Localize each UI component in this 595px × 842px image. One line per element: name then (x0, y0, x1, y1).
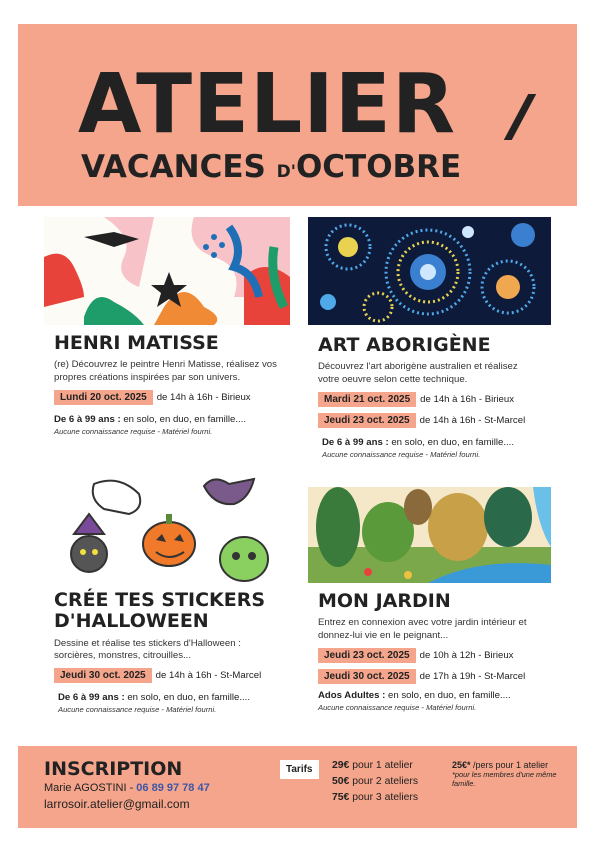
date-details: de 14h à 16h - St-Marcel (419, 415, 526, 427)
date-details: de 17h à 19h - St-Marcel (419, 671, 526, 683)
main-title: ATELIER (78, 57, 456, 152)
date-details: de 14h à 16h - Birieux (420, 394, 515, 406)
brush-stroke-icon (504, 94, 536, 140)
garden-illustration (308, 487, 551, 583)
workshop-note: Aucune connaissance requise - Matériel fourni. (54, 427, 213, 437)
price-item: 50€ pour 2 ateliers (332, 775, 419, 787)
price-item: 75€ pour 3 ateliers (332, 791, 419, 803)
inscription-footer (18, 746, 577, 828)
header-banner (18, 24, 577, 206)
date-row (318, 648, 541, 663)
date-badge: Lundi 20 oct. 2025 (54, 390, 153, 405)
family-price: 25€* /pers pour 1 atelier *pour les membres d'une même famille. (452, 760, 562, 789)
halloween-stickers-illustration (44, 474, 290, 584)
date-badge: Mardi 21 oct. 2025 (318, 392, 416, 407)
workshop-card-aborigene (308, 217, 551, 473)
workshop-title: HENRI MATISSE (54, 332, 219, 354)
workshop-description: Dessine et réalise tes stickers d'Halloween : sorcières, monstres, citrouilles... (54, 637, 241, 661)
price-item: 29€ pour 1 atelier (332, 760, 413, 771)
date-badge: Jeudi 30 oct. 2025 (54, 668, 152, 683)
date-details: de 14h à 16h - Birieux (156, 392, 251, 404)
audience: Ados Adultes : en solo, en duo, en famille.... (318, 690, 511, 702)
aborigine-art-illustration (308, 217, 551, 325)
workshop-card-matisse (44, 217, 290, 457)
audience: De 6 à 99 ans : en solo, en duo, en famille.... (322, 437, 514, 449)
workshop-description: Entrez en connexion avec votre jardin intérieur et donnez-lui vie en le peignant... (318, 617, 527, 641)
subtitle: VACANCES D'OCTOBRE (81, 149, 462, 185)
workshop-card-jardin (308, 487, 551, 732)
workshop-card-halloween (44, 474, 290, 732)
inscription-title: INSCRIPTION (44, 758, 183, 780)
workshop-note: Aucune connaissance requise - Matériel fourni. (322, 450, 481, 460)
date-row (318, 413, 541, 428)
workshop-description: Découvrez l'art aborigène australien et réalisez votre oeuvre selon cette technique. (318, 361, 518, 385)
workshop-note: Aucune connaissance requise - Matériel fourni. (58, 705, 217, 715)
date-row (54, 390, 280, 405)
date-details: de 10h à 12h - Birieux (419, 650, 514, 662)
date-badge: Jeudi 23 oct. 2025 (318, 413, 416, 428)
phone-number[interactable]: 06 89 97 78 47 (136, 782, 210, 794)
date-badge: Jeudi 23 oct. 2025 (318, 648, 416, 663)
family-condition: *pour les membres d'une même famille. (452, 769, 557, 788)
contact-name: Marie AGOSTINI - (44, 782, 137, 794)
workshop-title: ART ABORIGÈNE (318, 334, 491, 356)
audience: De 6 à 99 ans : en solo, en duo, en famille.... (54, 414, 246, 426)
date-row (54, 668, 280, 683)
workshop-note: Aucune connaissance requise - Matériel fourni. (318, 703, 477, 713)
matisse-illustration (44, 217, 290, 325)
workshop-title: MON JARDIN (318, 590, 451, 612)
date-badge: Jeudi 30 oct. 2025 (318, 669, 416, 684)
date-details: de 14h à 16h - St-Marcel (155, 670, 262, 682)
date-row (318, 392, 541, 407)
workshop-title: CRÉE TES STICKERS D'HALLOWEEN (54, 589, 266, 633)
email-address[interactable]: larrosoir.atelier@gmail.com (44, 797, 190, 811)
price-list (332, 758, 418, 805)
audience: De 6 à 99 ans : en solo, en duo, en famille.... (58, 692, 250, 704)
workshop-description: (re) Découvrez le peintre Henri Matisse, réalisez vos propres créations inspirées par son univers. (54, 359, 277, 383)
date-row (318, 669, 541, 684)
tarifs-badge: Tarifs (280, 760, 319, 779)
contact-line (44, 782, 210, 794)
